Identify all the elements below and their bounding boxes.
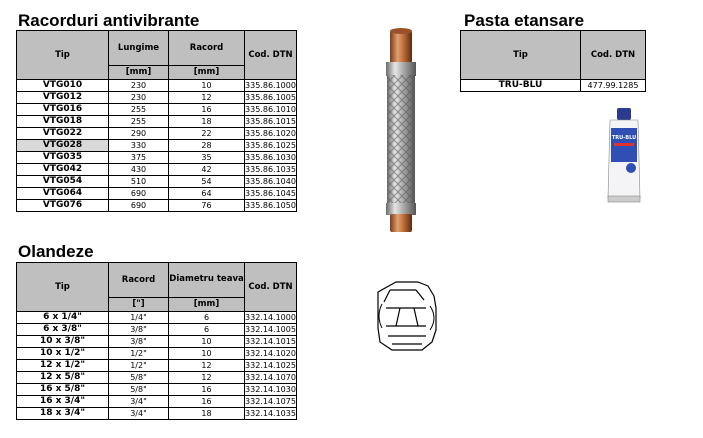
cell-racord: 1/2" — [109, 348, 169, 360]
cell-lungime: 690 — [109, 188, 169, 200]
cell-cod: 335.86.1005 — [245, 92, 296, 102]
cell-tip: 12 x 5/8" — [17, 372, 109, 384]
col-header-diametru: Diametru teava — [169, 263, 245, 298]
cell-tip: VTG054 — [17, 176, 109, 188]
table-row — [17, 128, 297, 140]
table-row — [17, 92, 297, 104]
olandeze-table — [16, 262, 297, 420]
col-header-racord: Racord — [169, 31, 245, 66]
col-header-tip: Tip — [17, 31, 109, 80]
cell-lungime: 375 — [109, 152, 169, 164]
cell-racord: 3/4" — [109, 396, 169, 408]
table-row — [461, 80, 646, 92]
cell-racord: 12 — [169, 92, 245, 104]
table-row — [17, 384, 297, 396]
table-row — [17, 104, 297, 116]
table-row — [17, 152, 297, 164]
cell-tip: 10 x 3/8" — [17, 336, 109, 348]
cell-cod: 332.14.1015 — [245, 336, 296, 346]
cell-racord: 35 — [169, 152, 245, 164]
cell-tip: 6 x 1/4" — [17, 312, 109, 324]
racorduri-title: Racorduri antivibrante — [18, 11, 200, 30]
cell-cod: 477.99.1285 — [581, 80, 646, 92]
tube-label: TRU-BLU — [611, 135, 637, 141]
cell-lungime: 230 — [109, 92, 169, 104]
unit-racord: [mm] — [169, 66, 245, 80]
col-header-racord: Racord — [109, 263, 169, 298]
cell-tip: 6 x 3/8" — [17, 324, 109, 336]
cell-cod: 332.14.1070 — [245, 372, 296, 382]
col-header-tip: Tip — [17, 263, 109, 312]
table-row — [17, 312, 297, 324]
cell-racord: 10 — [169, 80, 245, 92]
cell-racord: 3/8" — [109, 324, 169, 336]
olandeze-title: Olandeze — [18, 242, 94, 261]
col-header-cod: Cod. DTN — [245, 263, 297, 312]
cell-tip: 16 x 3/4" — [17, 396, 109, 408]
cell-lungime: 230 — [109, 80, 169, 92]
cell-racord: 5/8" — [109, 372, 169, 384]
cell-lungime: 255 — [109, 104, 169, 116]
table-row — [17, 408, 297, 420]
cell-racord: 3/8" — [109, 336, 169, 348]
cell-racord: 1/4" — [109, 312, 169, 324]
table-row — [17, 116, 297, 128]
cell-racord: 16 — [169, 104, 245, 116]
cell-racord: 22 — [169, 128, 245, 140]
table-row — [17, 396, 297, 408]
cell-lungime: 510 — [109, 176, 169, 188]
pasta-table — [460, 30, 646, 92]
cell-cod: 335.86.1050 — [245, 200, 296, 210]
cell-lungime: 330 — [109, 140, 169, 152]
braided-flexible-hose-icon — [378, 28, 424, 234]
cell-tip: VTG012 — [17, 92, 109, 104]
table-row — [17, 324, 297, 336]
cell-cod: 332.14.1020 — [245, 348, 296, 358]
cell-cod: 335.86.1020 — [245, 128, 296, 138]
col-header-lungime: Lungime — [109, 31, 169, 66]
racorduri-table — [16, 30, 297, 212]
cell-racord: 28 — [169, 140, 245, 152]
col-header-cod: Cod. DTN — [245, 31, 297, 80]
cell-lungime: 690 — [109, 200, 169, 212]
cell-cod: 332.14.1025 — [245, 360, 296, 370]
cell-diametru: 10 — [169, 348, 245, 360]
table-row — [17, 164, 297, 176]
cell-cod: 335.86.1010 — [245, 104, 296, 114]
cell-lungime: 430 — [109, 164, 169, 176]
cell-racord: 3/4" — [109, 408, 169, 420]
cell-lungime: 255 — [109, 116, 169, 128]
cell-cod: 335.86.1025 — [245, 140, 296, 150]
cell-cod: 335.86.1035 — [245, 164, 296, 174]
table-row — [17, 176, 297, 188]
cell-cod: 332.14.1035 — [245, 408, 296, 418]
col-header-cod: Cod. DTN — [581, 31, 646, 80]
cell-cod: 332.14.1075 — [245, 396, 296, 406]
cell-cod: 335.86.1045 — [245, 188, 296, 198]
cell-tip: VTG010 — [17, 80, 109, 92]
table-row — [17, 360, 297, 372]
cell-tip: 10 x 1/2" — [17, 348, 109, 360]
cell-lungime: 290 — [109, 128, 169, 140]
cell-cod: 332.14.1030 — [245, 384, 296, 394]
cell-diametru: 12 — [169, 360, 245, 372]
table-row — [17, 188, 297, 200]
unit-racord: ["] — [109, 298, 169, 312]
cell-racord: 54 — [169, 176, 245, 188]
cell-cod: 332.14.1005 — [245, 324, 296, 334]
cell-tip: VTG035 — [17, 152, 109, 164]
unit-diametru: [mm] — [169, 298, 245, 312]
cell-cod: 335.86.1040 — [245, 176, 296, 186]
cell-tip: VTG076 — [17, 200, 109, 212]
cell-racord: 42 — [169, 164, 245, 176]
sealant-paste-tube-icon — [604, 108, 644, 208]
cell-diametru: 16 — [169, 384, 245, 396]
col-header-tip: Tip — [461, 31, 581, 80]
table-row — [17, 140, 297, 152]
cell-cod: 335.86.1000 — [245, 80, 296, 90]
cell-racord: 18 — [169, 116, 245, 128]
pasta-title: Pasta etansare — [464, 11, 585, 30]
cell-tip: 18 x 3/4" — [17, 408, 109, 420]
cell-racord: 1/2" — [109, 360, 169, 372]
cell-cod: 332.14.1000 — [245, 312, 296, 322]
cell-tip: VTG042 — [17, 164, 109, 176]
flare-nut-drawing-icon — [372, 278, 444, 358]
cell-racord: 5/8" — [109, 384, 169, 396]
cell-tip: VTG022 — [17, 128, 109, 140]
cell-tip: VTG028 — [17, 140, 109, 152]
table-row — [17, 336, 297, 348]
cell-tip: VTG064 — [17, 188, 109, 200]
cell-tip: VTG016 — [17, 104, 109, 116]
cell-cod: 335.86.1015 — [245, 116, 296, 126]
table-row — [17, 200, 297, 212]
cell-tip: 16 x 5/8" — [17, 384, 109, 396]
cell-diametru: 10 — [169, 336, 245, 348]
cell-tip: TRU-BLU — [461, 80, 581, 92]
cell-diametru: 6 — [169, 324, 245, 336]
cell-tip: 12 x 1/2" — [17, 360, 109, 372]
cell-diametru: 18 — [169, 408, 245, 420]
unit-lungime: [mm] — [109, 66, 169, 80]
table-row — [17, 80, 297, 92]
cell-cod: 335.86.1030 — [245, 152, 296, 162]
table-row — [17, 372, 297, 384]
cell-racord: 76 — [169, 200, 245, 212]
cell-tip: VTG018 — [17, 116, 109, 128]
cell-racord: 64 — [169, 188, 245, 200]
cell-diametru: 16 — [169, 396, 245, 408]
table-row — [17, 348, 297, 360]
cell-diametru: 6 — [169, 312, 245, 324]
cell-diametru: 12 — [169, 372, 245, 384]
